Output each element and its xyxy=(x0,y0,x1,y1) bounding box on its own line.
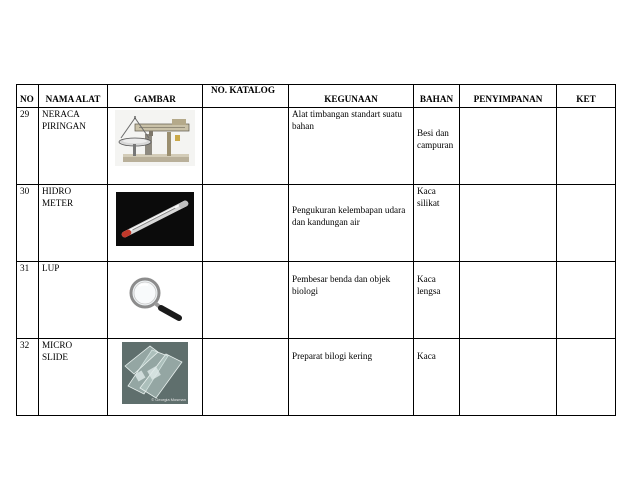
header-no-katalog-label: NO. KATALOG xyxy=(211,85,275,95)
row-no-katalog xyxy=(203,339,289,416)
row-kegunaan xyxy=(289,185,414,262)
row-penyimpanan xyxy=(460,339,557,416)
header-bahan: BAHAN xyxy=(414,85,460,108)
kegunaan-text: Pengukuran kelembapan udara dan kandungan air xyxy=(292,205,406,227)
microscope-slide-icon xyxy=(122,342,188,404)
row-nama-alat xyxy=(39,339,108,416)
row-gambar xyxy=(108,185,203,262)
bahan-line-2: campuran xyxy=(417,139,454,150)
nama-line-1: HIDRO xyxy=(42,186,72,196)
hydrometer-icon xyxy=(116,192,194,246)
bahan-line-1: Kaca xyxy=(417,186,436,196)
table-row xyxy=(17,262,616,339)
row-penyimpanan xyxy=(460,108,557,185)
balance-scale-icon xyxy=(115,110,195,166)
header-no: NO xyxy=(17,85,39,108)
row-kegunaan xyxy=(289,262,414,339)
row-no: 29 xyxy=(17,108,39,185)
magnifying-glass-icon xyxy=(119,274,191,322)
image-caption: © Georgia Mosman xyxy=(151,397,186,402)
header-no-katalog xyxy=(203,85,289,108)
kegunaan-text: Preparat bilogi kering xyxy=(292,351,373,361)
header-kegunaan: KEGUNAAN xyxy=(289,85,414,108)
row-nama-alat xyxy=(39,108,108,185)
bahan-line-2: lengsa xyxy=(417,285,441,296)
table-row xyxy=(17,339,616,416)
row-no: 30 xyxy=(17,185,39,262)
row-no: 31 xyxy=(17,262,39,339)
bahan-line-1: Besi dan xyxy=(417,128,449,138)
row-no-katalog xyxy=(203,108,289,185)
nama-line-2: METER xyxy=(42,197,74,208)
nama-line-2: SLIDE xyxy=(42,351,69,362)
table-row xyxy=(17,185,616,262)
row-penyimpanan xyxy=(460,262,557,339)
header-row xyxy=(17,85,616,108)
row-bahan xyxy=(414,108,460,185)
row-gambar xyxy=(108,339,203,416)
nama-line-1: LUP xyxy=(42,263,60,273)
table-row xyxy=(17,108,616,185)
row-gambar xyxy=(108,262,203,339)
row-kegunaan: Alat timbangan standart suatu bahan xyxy=(289,108,414,185)
header-nama-alat: NAMA ALAT xyxy=(39,85,108,108)
nama-line-1: NERACA xyxy=(42,109,80,119)
header-penyimpanan: PENYIMPANAN xyxy=(460,85,557,108)
row-bahan xyxy=(414,262,460,339)
row-bahan xyxy=(414,339,460,416)
row-nama-alat xyxy=(39,262,108,339)
nama-line-2: PIRINGAN xyxy=(42,120,86,131)
row-ket xyxy=(557,262,616,339)
row-penyimpanan xyxy=(460,185,557,262)
bahan-line-2: silikat xyxy=(417,197,440,208)
bahan-line-1: Kaca xyxy=(417,351,436,361)
row-ket xyxy=(557,339,616,416)
equipment-inventory-table xyxy=(16,84,616,416)
row-ket xyxy=(557,108,616,185)
nama-line-1: MICRO xyxy=(42,340,73,350)
row-no-katalog xyxy=(203,262,289,339)
row-no: 32 xyxy=(17,339,39,416)
header-gambar: GAMBAR xyxy=(108,85,203,108)
bahan-line-1: Kaca xyxy=(417,274,436,284)
kegunaan-text: Pembesar benda dan objek biologi xyxy=(292,274,391,296)
row-kegunaan xyxy=(289,339,414,416)
row-bahan xyxy=(414,185,460,262)
row-gambar xyxy=(108,108,203,185)
row-nama-alat xyxy=(39,185,108,262)
row-ket xyxy=(557,185,616,262)
header-ket: KET xyxy=(557,85,616,108)
row-no-katalog xyxy=(203,185,289,262)
